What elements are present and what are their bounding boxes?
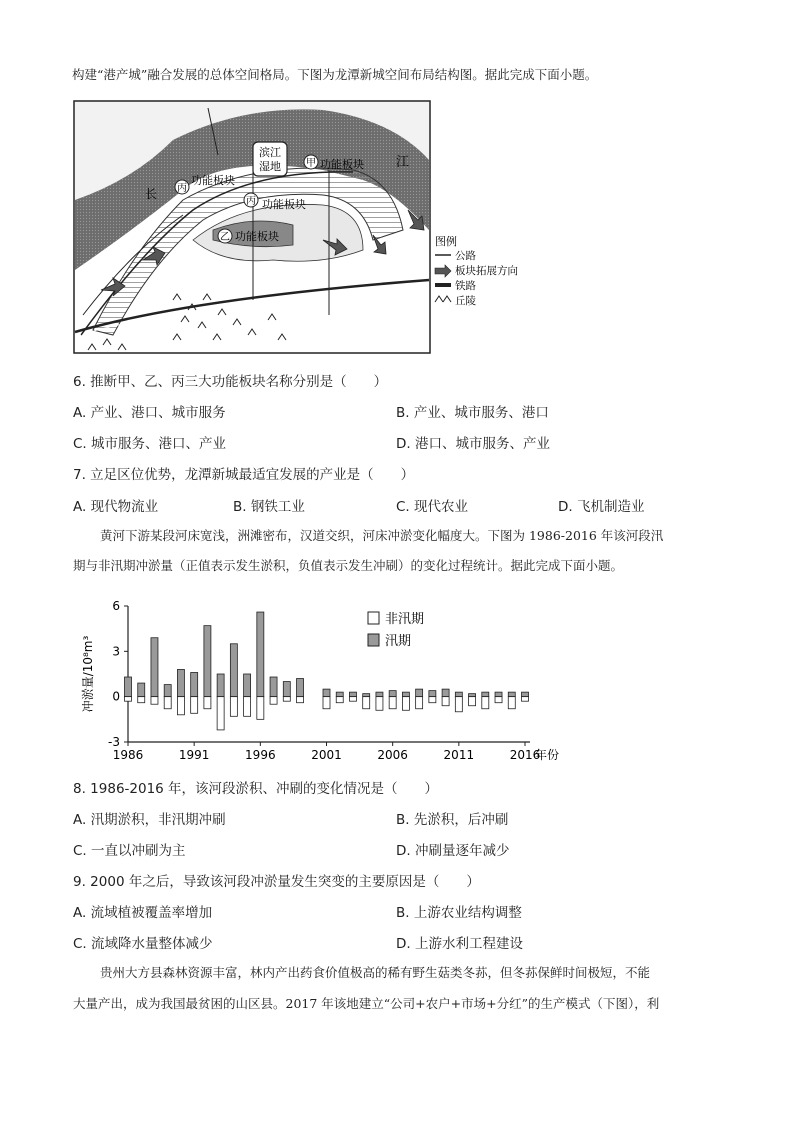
- flood-bar: [244, 674, 251, 697]
- nonflood-bar: [349, 697, 356, 702]
- nonflood-bar: [508, 697, 515, 709]
- legend-expand: 板块拓展方向: [455, 265, 518, 277]
- nonflood-bar: [230, 697, 237, 717]
- river-label-jiang: 江: [396, 155, 410, 170]
- nonflood-bar: [270, 697, 277, 705]
- flood-bar: [336, 692, 343, 697]
- block-text-bing-2: 功能板块: [262, 198, 306, 211]
- legend-rail: 铁路: [455, 280, 476, 292]
- block-label-bing-2: 丙: [246, 196, 256, 207]
- q9-stem: 9. 2000 年之后，导致该河段冲淤量发生突变的主要原因是（ ）: [73, 874, 480, 890]
- y-tick-label: 3: [112, 644, 120, 659]
- nonflood-bar: [336, 697, 343, 703]
- x-tick-label: 1986: [112, 748, 144, 762]
- block-label-bing-1: 丙: [177, 183, 187, 194]
- river-label-chang: 长: [145, 187, 158, 201]
- q7-option-d[interactable]: D. 飞机制造业: [558, 499, 645, 515]
- nonflood-bar: [204, 697, 211, 709]
- x-tick-label: 1991: [178, 748, 210, 762]
- nonflood-bar: [482, 697, 489, 709]
- q6-option-b[interactable]: B. 产业、城市服务、港口: [396, 405, 549, 421]
- block-text-yi: 功能板块: [235, 230, 279, 243]
- nonflood-bar: [469, 697, 476, 706]
- nonflood-bar: [376, 697, 383, 711]
- nonflood-bar: [323, 697, 330, 709]
- intro-passage-2-line2: 期与非汛期冲淤量（正值表示发生淤积，负值表示发生冲刷）的变化过程统计。据此完成下面小题。: [73, 558, 624, 573]
- flood-bar: [323, 689, 330, 697]
- q6-option-c[interactable]: C. 城市服务、港口、产业: [73, 436, 227, 452]
- x-tick-label: 2006: [377, 748, 408, 762]
- nonflood-bar: [442, 697, 449, 706]
- q8-option-a[interactable]: A. 汛期淤积，非汛期冲刷: [73, 812, 226, 828]
- flood-bar: [297, 679, 304, 697]
- nonflood-bar: [217, 697, 224, 730]
- flood-bar: [469, 694, 476, 697]
- flood-bar: [442, 689, 449, 697]
- flood-bar: [495, 692, 502, 697]
- q6-option-a[interactable]: A. 产业、港口、城市服务: [73, 405, 226, 421]
- legend-swatch-flood: [368, 634, 379, 646]
- flood-bar: [429, 691, 436, 697]
- legend-nonflood: 非汛期: [385, 612, 425, 627]
- nonflood-bar: [283, 697, 290, 702]
- flood-bar: [257, 612, 264, 697]
- wetland-label-1: 滨江: [259, 146, 281, 159]
- flood-bar: [349, 692, 356, 697]
- q8-option-b[interactable]: B. 先淤积，后冲刷: [396, 812, 509, 828]
- flood-bar: [151, 638, 158, 697]
- q9-option-d[interactable]: D. 上游水利工程建设: [396, 936, 523, 952]
- flood-bar: [482, 692, 489, 697]
- q6-stem: 6. 推断甲、乙、丙三大功能板块名称分别是（ ）: [73, 374, 388, 390]
- flood-bar: [363, 694, 370, 697]
- longtan-layout-map: [73, 100, 533, 356]
- x-tick-label: 1996: [245, 748, 276, 762]
- nonflood-bar: [164, 697, 171, 709]
- q7-stem: 7. 立足区位优势，龙潭新城最适宜发展的产业是（ ）: [73, 467, 415, 483]
- legend-hill: 丘陵: [455, 295, 476, 307]
- legend-title: 图例: [435, 235, 457, 248]
- intro-passage-3-line1: 贵州大方县森林资源丰富，林内产出药食价值极高的稀有野生菇类冬荪，但冬荪保鲜时间极短，不能: [100, 965, 651, 980]
- q7-option-c[interactable]: C. 现代农业: [396, 499, 469, 515]
- q8-option-c[interactable]: C. 一直以冲刷为主: [73, 843, 186, 859]
- legend-flood: 汛期: [385, 634, 412, 649]
- nonflood-bar: [244, 697, 251, 717]
- x-tick-label: 2001: [311, 748, 342, 762]
- block-text-bing-1: 功能板块: [191, 174, 235, 187]
- q8-stem: 8. 1986-2016 年，该河段淤积、冲刷的变化情况是（ ）: [73, 781, 439, 797]
- q9-option-c[interactable]: C. 流域降水量整体减少: [73, 936, 213, 952]
- flood-bar: [508, 692, 515, 697]
- intro-passage-1: 构建“港产城”融合发展的总体空间格局。下图为龙潭新城空间布局结构图。据此完成下面小题。: [72, 67, 598, 82]
- nonflood-bar: [151, 697, 158, 705]
- q9-option-b[interactable]: B. 上游农业结构调整: [396, 905, 522, 921]
- nonflood-bar: [455, 697, 462, 712]
- q7-option-b[interactable]: B. 钢铁工业: [233, 499, 305, 515]
- flood-bar: [455, 692, 462, 697]
- block-text-jia: 功能板块: [320, 158, 364, 171]
- block-label-yi: 乙: [220, 232, 230, 243]
- nonflood-bar: [125, 697, 132, 702]
- x-axis-label: 年份: [535, 748, 560, 762]
- flood-bar: [376, 692, 383, 697]
- nonflood-bar: [495, 697, 502, 703]
- x-tick-label: 2011: [443, 748, 475, 762]
- flood-bar: [522, 692, 529, 697]
- nonflood-bar: [402, 697, 409, 711]
- flood-bar: [125, 677, 132, 697]
- flood-bar: [416, 689, 423, 697]
- sediment-chart: [80, 592, 560, 764]
- intro-passage-2-line1: 黄河下游某段河床宽浅，洲滩密布，汉道交织，河床冲淤变化幅度大。下图为 1986-2016 年该河段汛: [100, 528, 664, 543]
- q9-option-a[interactable]: A. 流域植被覆盖率增加: [73, 905, 213, 921]
- flood-bar: [230, 644, 237, 697]
- nonflood-bar: [416, 697, 423, 709]
- nonflood-bar: [522, 697, 529, 702]
- nonflood-bar: [191, 697, 198, 714]
- flood-bar: [217, 674, 224, 697]
- flood-bar: [270, 677, 277, 697]
- nonflood-bar: [257, 697, 264, 720]
- wetland-label-2: 湿地: [259, 160, 281, 173]
- block-label-jia: 甲: [306, 158, 316, 169]
- x-tick-label: 2016: [509, 748, 541, 762]
- q7-option-a[interactable]: A. 现代物流业: [73, 499, 159, 515]
- intro-passage-3-line2: 大量产出，成为我国最贫困的山区县。2017 年该地建立“公司+农户+市场+分红”的生产模式（下图），利: [73, 996, 660, 1011]
- nonflood-bar: [297, 697, 304, 703]
- nonflood-bar: [138, 697, 145, 703]
- y-tick-label: 6: [112, 599, 120, 613]
- nonflood-bar: [389, 697, 396, 709]
- flood-bar: [138, 683, 145, 697]
- legend-swatch-nonflood: [368, 612, 379, 624]
- flood-bar: [164, 685, 171, 697]
- q8-option-d[interactable]: D. 冲刷量逐年减少: [396, 843, 510, 859]
- y-axis-label: 冲淤量/10⁸m³: [81, 635, 95, 713]
- flood-bar: [389, 691, 396, 697]
- flood-bar: [283, 682, 290, 697]
- nonflood-bar: [429, 697, 436, 703]
- nonflood-bar: [363, 697, 370, 709]
- legend-road: 公路: [455, 250, 476, 262]
- flood-bar: [402, 692, 409, 697]
- flood-bar: [177, 669, 184, 696]
- flood-bar: [204, 626, 211, 697]
- y-tick-label: -3: [108, 735, 120, 749]
- q6-option-d[interactable]: D. 港口、城市服务、产业: [396, 436, 550, 452]
- nonflood-bar: [177, 697, 184, 715]
- flood-bar: [191, 672, 198, 696]
- y-tick-label: 0: [112, 689, 120, 704]
